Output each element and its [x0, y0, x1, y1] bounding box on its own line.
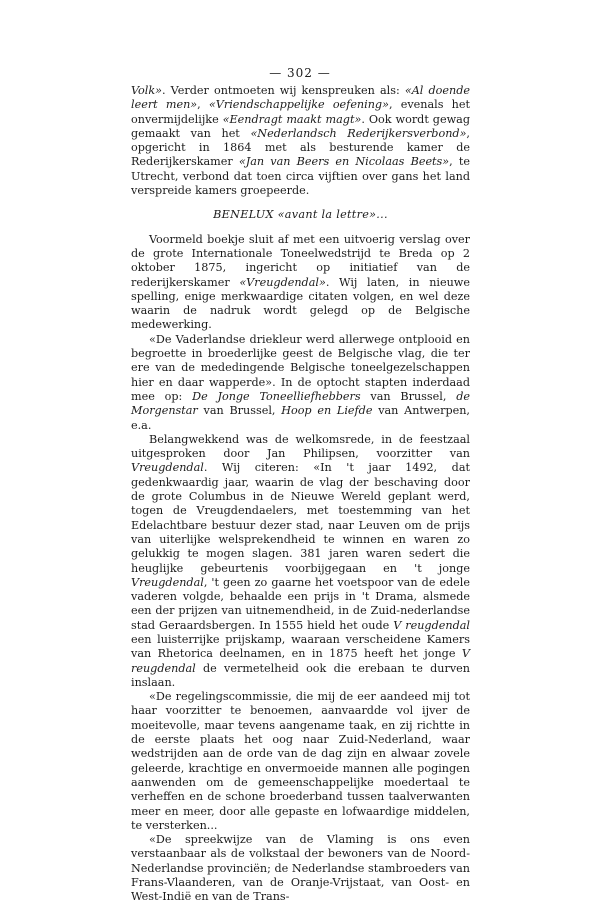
italic-run: Hoop en Liefde — [281, 404, 373, 418]
italic-run: «Eendragt maakt magt» — [222, 112, 362, 126]
paragraph-1 — [131, 233, 470, 333]
italic-run: V reugdendal — [393, 618, 470, 632]
italic-run: V reugdendal — [131, 647, 470, 675]
text-run: een luisterrijke prijskamp, waaraan verscheidene Kamers van Rhetorica deelnamen, en in 1875 heeft het jonge — [131, 632, 470, 661]
text-run: , — [197, 98, 209, 112]
text-run: , evenals het onvermijdelijke — [131, 98, 470, 126]
paragraph-5 — [131, 833, 470, 904]
italic-run: «Vreugdendal» — [239, 275, 326, 289]
text-run: Voormeld boekje sluit af met een uitvoerig verslag over de grote Internationale Toneelwedstrijd te Breda op 2 oktober 1875, ingericht op initiatief van de rederijkerskamer — [131, 232, 470, 289]
italic-run: Vreugdendal — [131, 575, 204, 589]
text-run: van Brussel, — [360, 389, 457, 403]
text-run: «De spreekwijze van de Vlaming is ons even verstaanbaar als de volkstaal der bewoners van de Noord-Nederlandse provinciën; de Nederlandse stambroeders van Frans-Vlaanderen, van de Oranje-Vrijstaat, van Oost- en West-Indië en van de Trans- — [131, 833, 470, 904]
text-run: , 't geen zo gaarne het voetspoor van de edele vaderen volgde, behaalde een prijs in 't Drama, alsmede een der prijzen van uitnemendheid, in de Zuid-nederlandse stad Geraardsbergen. In 1555 hield het oude — [131, 575, 470, 632]
text-run: de vermetelheid ook die erebaan te durven inslaan. — [131, 661, 470, 689]
paragraph-4 — [131, 690, 470, 833]
text-run: . Wij citeren: «In 't jaar 1492, dat gedenkwaardig jaar, waarin de vlag der beschaving door de grote Columbus in de Nieuwe Wereld geplant werd, togen de Vreugdendaelers, met toestemming van het Edelachtbare bestuur dezer stad, naar Leuven om de prijs van uiterlijke welsprekendheid te winnen en waren zo gelukkig te mogen slagen. 381 jaren waren sedert die heuglijke gebeurtenis voorbijgegaan en 't jonge — [131, 461, 470, 575]
text-run: . Wij laten, in nieuwe spelling, enige merkwaardige citaten volgen, en wel deze waarin de nadruk wordt gelegd op de Belgische medewerking. — [131, 275, 470, 332]
italic-run: «Jan van Beers en Nicolaas Beets» — [238, 155, 450, 169]
italic-run: de Morgenstar — [131, 389, 470, 418]
section-heading: BENELUX «avant la lettre»... — [213, 208, 388, 222]
italic-run: Vreugdendal — [131, 461, 204, 475]
paragraph-2 — [131, 333, 470, 433]
italic-run: Volk» — [131, 84, 162, 97]
text-run: , opgericht in 1864 met als besturende kamer de Rederijkerskamer — [131, 126, 470, 169]
italic-run: «Al doende leert men» — [131, 84, 470, 112]
text-run: «De Vaderlandse driekleur werd allerwege ontplooid en begroette in broederlijke geest de Belgische vlag, die ter ere van de mededingende Belgische toneelgezelschappen hier en daar wapperde». In de optocht stapten inderdaad mee op: — [131, 332, 470, 403]
italic-run: De Jonge Toneelliefhebbers — [192, 389, 361, 403]
text-run: «De regelingscommissie, die mij de eer aandeed mij tot haar voorzitter te benoemen, aanvaardde vol ijver de moeitevolle, maar tevens aangename taak, en zij richtte in de eerste plaats het oog naar Zuid-Nederland, waar wedstrijden aan de orde van de dag zijn en alwaar zovele geleerde, krachtige en onvermoeide mannen alle pogingen aanwenden om de gemeenschappelijke moedertaal te verheffen en de schone broederband tussen taalverwanten meer en meer, door alle gepaste en lofwaardige middelen, te versterken... — [131, 690, 470, 832]
page-body — [131, 84, 470, 905]
text-run: van Antwerpen, e.a. — [131, 404, 470, 432]
intro-paragraph — [131, 84, 470, 198]
italic-run: «Vriendschappelijke oefening» — [208, 98, 389, 112]
text-run: Belangwekkend was de welkomsrede, in de feestzaal uitgesproken door Jan Philipsen, voorzitter van — [131, 432, 470, 461]
paragraph-3 — [131, 433, 470, 690]
page-number: — 302 — — [269, 66, 331, 80]
text-run: van Brussel, — [197, 404, 282, 418]
text-run: . Verder ontmoeten wij kenspreuken als: — [162, 84, 405, 97]
text-run: , te Utrecht, verbond dat toen circa vijftien over gans het land verspreide kamers groepeerde. — [131, 155, 471, 198]
italic-run: «Nederlandsch Rederijkersverbond» — [250, 126, 467, 140]
text-run: . Ook wordt gewag gemaakt van het — [131, 112, 470, 140]
